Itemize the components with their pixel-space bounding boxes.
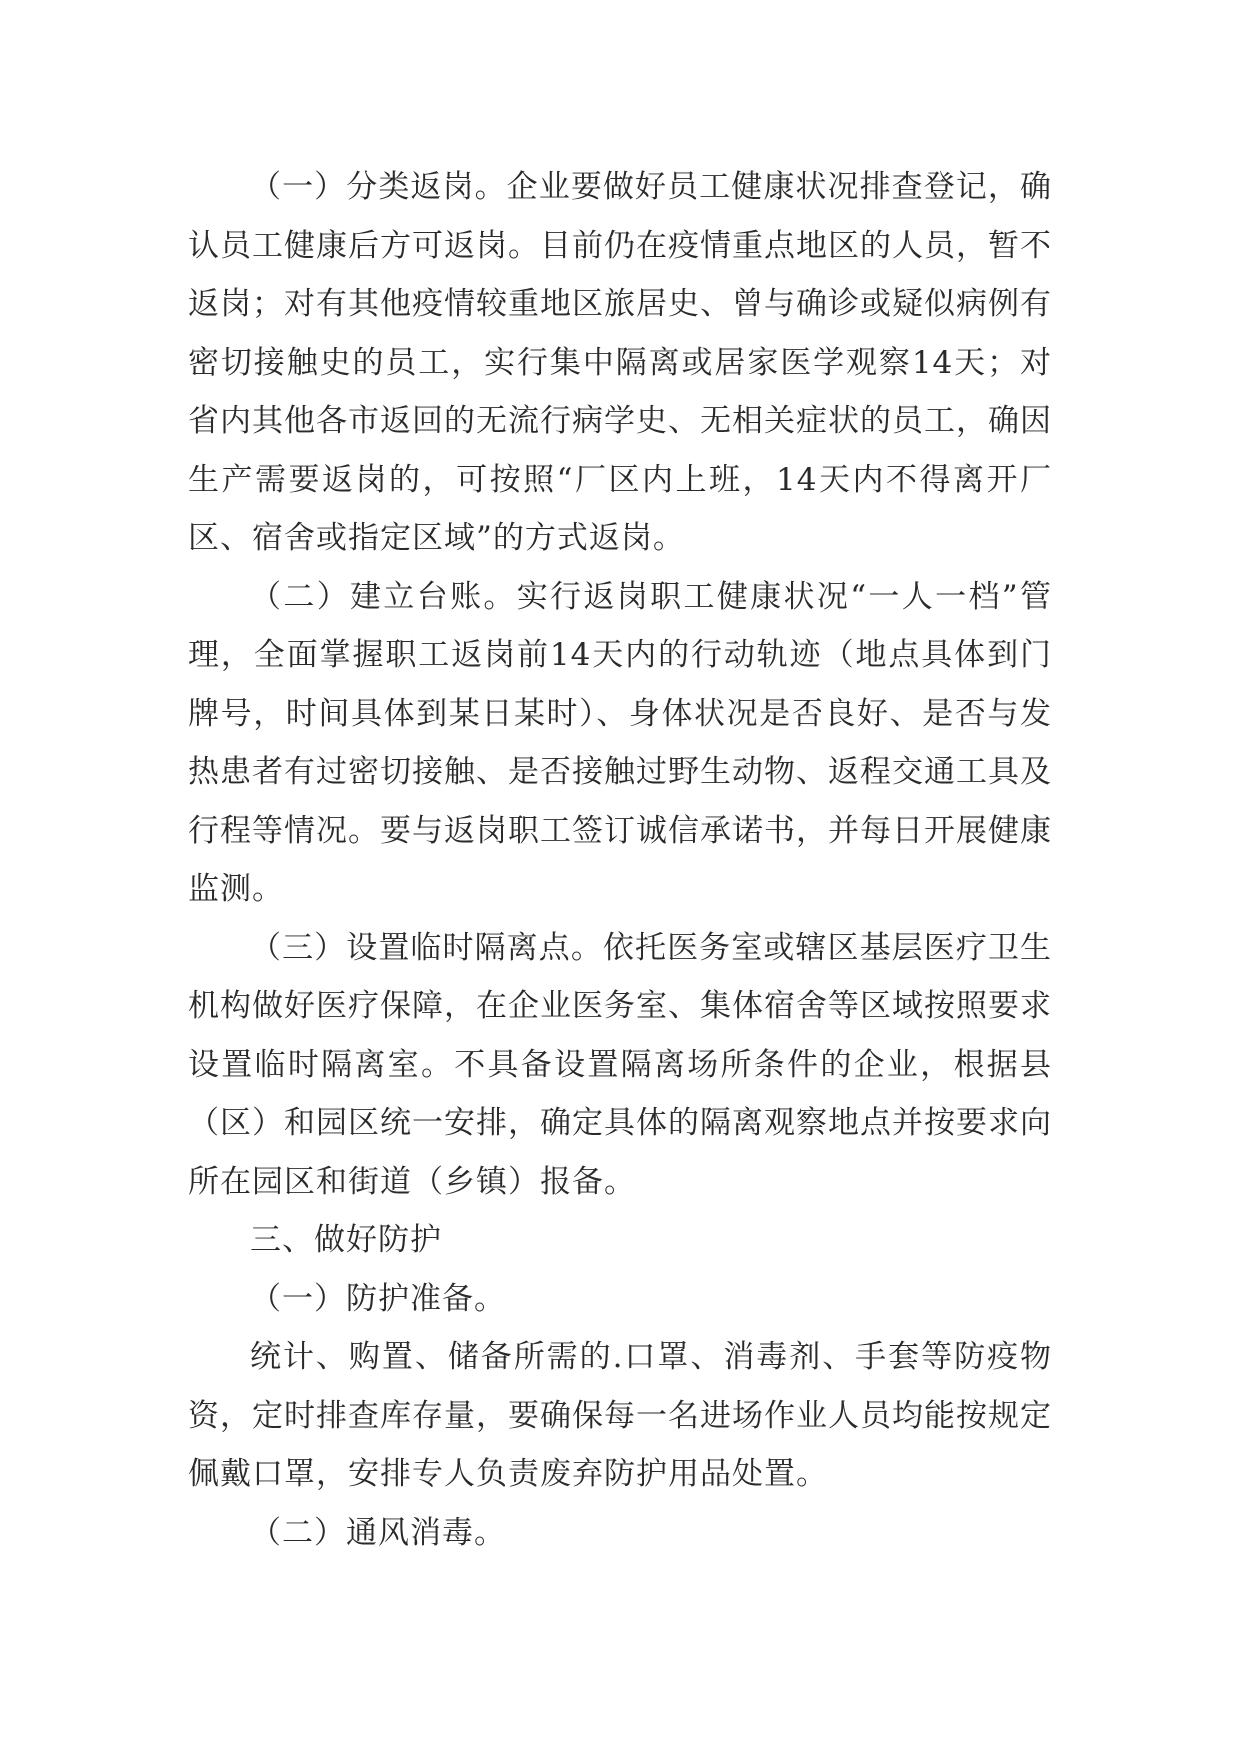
paragraph-classified-return: （一）分类返岗。企业要做好员工健康状况排查登记，确认员工健康后方可返岗。目前仍在疫情重点地区的人员，暂不返岗；对有其他疫情较重地区旅居史、曾与确诊或疑似病例有密切接触史的员工，实行集中隔离或居家医学观察14天；对省内其他各市返回的无流行病学史、无相关症状的员工，确因生产需要返岗的，可按照“厂区内上班，14天内不得离开厂区、宿舍或指定区域”的方式返岗。: [188, 169, 1052, 556]
section-heading-protection: 三、做好防护: [250, 1222, 442, 1258]
paragraph-isolation-point: （三）设置临时隔离点。依托医务室或辖区基层医疗卫生机构做好医疗保障，在企业医务室、集体宿舍等区域按照要求设置临时隔离室。不具备设置隔离场所条件的企业，根据县（区）和园区统一安排，确定具体的隔离观察地点并按要求向所在园区和街道（乡镇）报备。: [188, 929, 1052, 1200]
subheading-ventilation-disinfection: （二）通风消毒。: [250, 1514, 506, 1551]
paragraph-establish-ledger: （二）建立台账。实行返岗职工健康状况“一人一档”管理，全面掌握职工返岗前14天内的行动轨迹（地点具体到门牌号，时间具体到某日某时）、身体状况是否良好、是否与发热患者有过密切接触、是否接触过野生动物、返程交通工具及行程等情况。要与返岗职工签订诚信承诺书，并每日开展健康监测。: [188, 578, 1052, 907]
document-body: [188, 158, 1052, 1562]
paragraph-protection-supplies: 统计、购置、储备所需的.口罩、消毒剂、手套等防疫物资，定时排查库存量，要确保每一名进场作业人员均能按规定佩戴口罩，安排专人负责废弃防护用品处置。: [188, 1339, 1052, 1492]
subheading-protection-preparation: （一）防护准备。: [250, 1280, 506, 1317]
